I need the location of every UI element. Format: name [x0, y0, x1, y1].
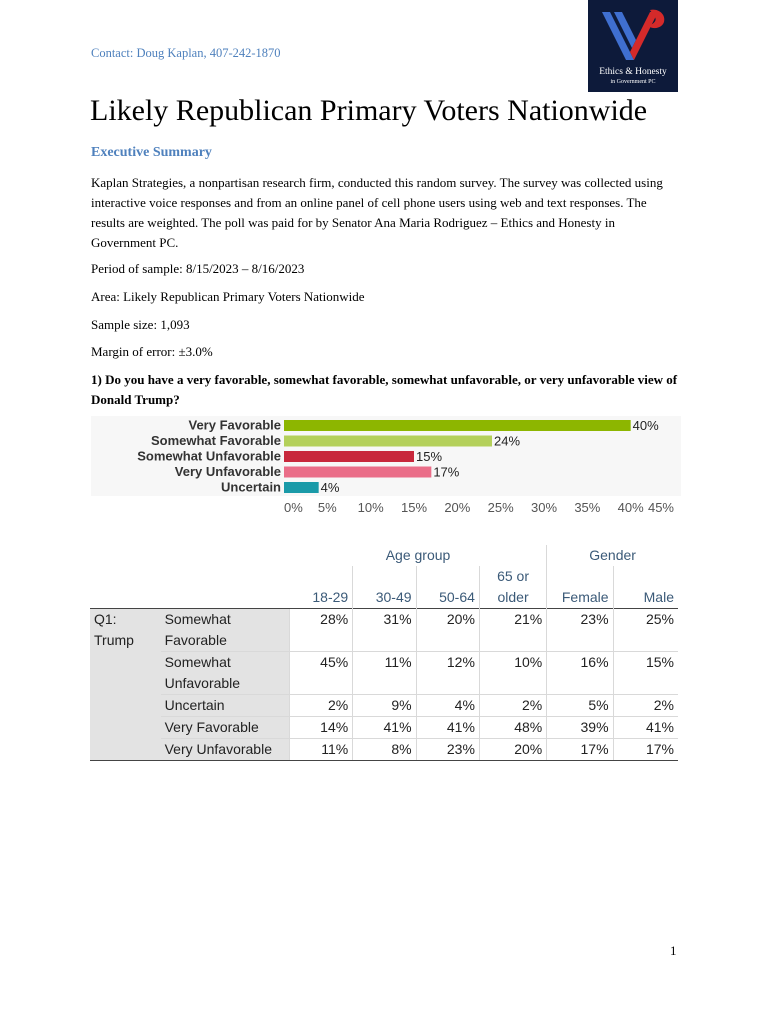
- table-cell: 28%: [290, 609, 353, 652]
- category-label: Uncertain: [221, 479, 281, 495]
- table-cell: 2%: [290, 695, 353, 717]
- table-cell: 41%: [613, 717, 678, 739]
- table-cell: 41%: [353, 717, 416, 739]
- row-group-line2: Trump: [94, 632, 134, 648]
- category-label: Somewhat Favorable: [150, 433, 281, 448]
- col-65-line2: older: [497, 589, 529, 605]
- table-cell: 2%: [479, 695, 546, 717]
- table-cell: 39%: [547, 717, 613, 739]
- category-label: Somewhat Unfavorable: [137, 448, 281, 464]
- row-label-line1: Very Unfavorable: [164, 741, 272, 757]
- row-label: [161, 609, 290, 652]
- bar: [284, 467, 431, 478]
- x-tick-label: 45%: [647, 500, 674, 515]
- row-group-line1: Q1:: [94, 611, 117, 627]
- col-30-49: 30-49: [353, 566, 416, 609]
- row-label: [161, 652, 290, 695]
- table-cell: 5%: [547, 695, 613, 717]
- table-cell: 16%: [547, 652, 613, 695]
- table-cell: 10%: [479, 652, 546, 695]
- logo: [588, 0, 678, 92]
- value-label: 24%: [494, 433, 521, 449]
- table-cell: 17%: [547, 739, 613, 761]
- table-cell: 23%: [547, 609, 613, 652]
- table-cell: 31%: [353, 609, 416, 652]
- table-row: [90, 609, 678, 652]
- table-row: [90, 652, 678, 695]
- row-label-line2: Unfavorable: [164, 675, 241, 691]
- logo-text: Ethics & Honesty: [599, 67, 667, 77]
- margin-of-error: Margin of error: ±3.0%: [91, 344, 213, 359]
- table-cell: 20%: [479, 739, 546, 761]
- row-label-line1: Somewhat: [164, 611, 231, 627]
- x-tick-label: 25%: [487, 500, 514, 515]
- table-cell: 14%: [290, 717, 353, 739]
- sample-size: Sample size: 1,093: [91, 317, 190, 332]
- row-label-line1: Somewhat: [164, 654, 231, 670]
- question-text: 1) Do you have a very favorable, somewhat favorable, somewhat unfavorable, or very unfavorable view of Donald Trump?: [91, 372, 678, 407]
- table-row: [90, 717, 678, 739]
- bar: [284, 436, 492, 447]
- table-cell: 41%: [416, 717, 479, 739]
- col-65-line1: 65 or: [497, 568, 530, 584]
- row-label: [161, 739, 290, 761]
- logo-mark-icon: [588, 0, 678, 66]
- favorability-bar-chart: [91, 416, 681, 518]
- bar: [284, 482, 319, 493]
- category-label: Very Unfavorable: [174, 464, 281, 479]
- table-cell: 17%: [613, 739, 678, 761]
- table-row: [90, 739, 678, 761]
- row-label: [161, 717, 290, 739]
- x-tick-label: 0%: [284, 500, 303, 515]
- area: Area: Likely Republican Primary Voters Nationwide: [91, 289, 365, 304]
- col-50-64: 50-64: [416, 566, 479, 609]
- intro-paragraph: Kaplan Strategies, a nonpartisan research firm, conducted this random survey. The survey was collected using interactive voice responses and from an online panel of cell phone users using web and text responses. The results are weighted. The poll was paid for by Senator Ana Maria Rodriguez – Ethics and Honesty in Government PC.: [91, 175, 663, 250]
- table-cell: 21%: [479, 609, 546, 652]
- table-row: [90, 695, 678, 717]
- col-65-older: [479, 566, 546, 609]
- page-number: 1: [670, 943, 677, 958]
- section-heading: Executive Summary: [91, 145, 212, 160]
- table-cell: 11%: [353, 652, 416, 695]
- table-cell: 9%: [353, 695, 416, 717]
- category-label: Very Favorable: [188, 417, 281, 433]
- value-label: 17%: [433, 464, 460, 480]
- x-tick-label: 15%: [400, 500, 428, 515]
- value-label: 4%: [320, 480, 340, 495]
- bar: [284, 451, 414, 462]
- logo-subtext: in Government PC: [610, 79, 656, 85]
- table-cell: 25%: [613, 609, 678, 652]
- table-cell: 4%: [416, 695, 479, 717]
- row-group-label: [90, 609, 161, 761]
- value-label: 15%: [416, 449, 443, 464]
- table-cell: 11%: [290, 739, 353, 761]
- row-label: [161, 695, 290, 717]
- row-label-line1: Uncertain: [164, 697, 225, 713]
- table-cell: 12%: [416, 652, 479, 695]
- crosstab-table: [90, 545, 678, 761]
- age-group-header: Age group: [385, 547, 451, 563]
- table-cell: 45%: [290, 652, 353, 695]
- value-label: 40%: [632, 418, 659, 433]
- page-title: Likely Republican Primary Voters Nationwide: [90, 94, 648, 127]
- period-of-sample: Period of sample: 8/15/2023 – 8/16/2023: [91, 261, 305, 276]
- table-cell: 23%: [416, 739, 479, 761]
- x-tick-label: 20%: [444, 500, 471, 515]
- col-male: Male: [613, 566, 678, 609]
- x-tick-label: 10%: [357, 500, 384, 515]
- table-cell: 20%: [416, 609, 479, 652]
- x-tick-label: 40%: [617, 500, 644, 515]
- table-cell: 2%: [613, 695, 678, 717]
- bar: [284, 420, 631, 431]
- table-cell: 8%: [353, 739, 416, 761]
- row-label-line1: Very Favorable: [164, 719, 259, 735]
- x-tick-label: 35%: [574, 500, 601, 515]
- table-cell: 48%: [479, 717, 546, 739]
- table-cell: 15%: [613, 652, 678, 695]
- x-tick-label: 5%: [317, 500, 337, 515]
- gender-header: Gender: [547, 545, 678, 566]
- col-female: Female: [547, 566, 613, 609]
- contact-line: Contact: Doug Kaplan, 407-242-1870: [91, 46, 281, 60]
- col-18-29: 18-29: [312, 589, 349, 605]
- row-label-line2: Favorable: [164, 632, 227, 648]
- x-tick-label: 30%: [530, 500, 558, 515]
